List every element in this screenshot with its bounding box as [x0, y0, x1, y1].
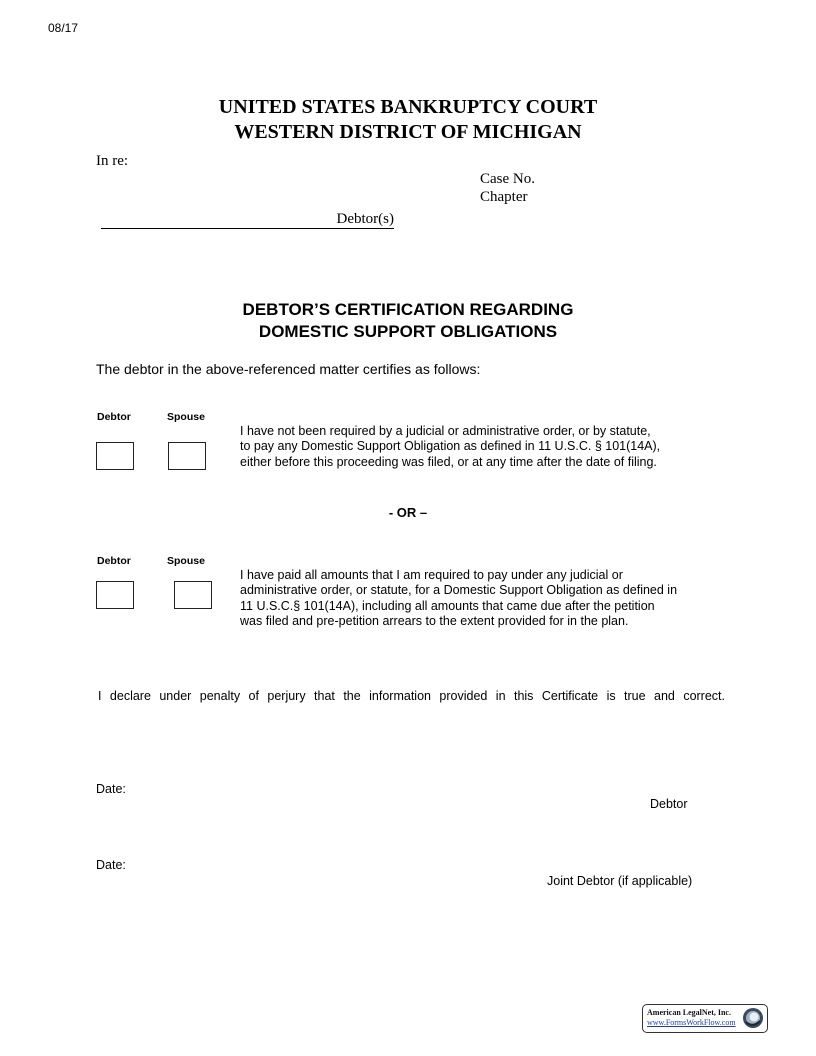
option1-line1: I have not been required by a judicial or administrative order, or by statute, [240, 424, 651, 438]
court-name-line1: UNITED STATES BANKRUPTCY COURT [218, 96, 598, 118]
option2-text [240, 568, 677, 629]
option2-line4: was filed and pre-petition arrears to the extent provided for in the plan. [240, 613, 629, 628]
globe-icon [742, 1007, 764, 1029]
form-title-line1: DEBTOR’S CERTIFICATION REGARDING [242, 300, 574, 319]
option2-line3: 11 U.S.C.§ 101(14A), including all amounts that came due after the petition [240, 598, 655, 613]
case-number-label: Case No. [480, 171, 535, 187]
form-revision-date: 08/17 [48, 21, 79, 35]
option1-line2: to pay any Domestic Support Obligation as defined in 11 U.S.C. § 101(14A), [240, 439, 661, 454]
option1-text [240, 424, 660, 470]
or-separator: - OR – [388, 505, 428, 520]
option1-debtor-checkbox[interactable] [96, 442, 134, 470]
in-re-label: In re: [96, 153, 129, 169]
debtor-column-label: Debtor [97, 411, 131, 423]
intro-statement: The debtor in the above-referenced matter certifies as follows: [96, 361, 481, 377]
perjury-declaration: I declare under penalty of perjury that the information provided in this Certificate is true and correct. [98, 689, 725, 703]
debtors-label: Debtor(s) [336, 211, 394, 227]
debtor-name-field[interactable] [101, 211, 394, 229]
chapter-label: Chapter [480, 189, 528, 205]
company-name: American LegalNet, Inc. [647, 1008, 731, 1017]
date-label-debtor: Date: [96, 782, 126, 796]
option2-debtor-checkbox[interactable] [96, 581, 134, 609]
option1-spouse-checkbox[interactable] [168, 442, 206, 470]
court-name-line2: WESTERN DISTRICT OF MICHIGAN [234, 121, 582, 143]
option2-line2: administrative order, or statute, for a Domestic Support Obligation as defined in [240, 583, 678, 598]
american-legalnet-logo [642, 1004, 768, 1033]
option1-line3: either before this proceeding was filed, or at any time after the date of filing. [240, 454, 657, 469]
signature-label-joint-debtor: Joint Debtor (if applicable) [547, 874, 693, 888]
date-label-joint-debtor: Date: [96, 858, 126, 872]
website-link[interactable]: www.FormsWorkFlow.com [647, 1018, 736, 1027]
spouse-column-label: Spouse [167, 555, 205, 567]
option2-spouse-checkbox[interactable] [174, 581, 212, 609]
spouse-column-label: Spouse [167, 411, 205, 423]
form-title-line2: DOMESTIC SUPPORT OBLIGATIONS [258, 322, 558, 341]
debtor-column-label: Debtor [97, 555, 131, 567]
option2-line1: I have paid all amounts that I am required to pay under any judicial or [240, 568, 623, 582]
signature-label-debtor: Debtor [650, 797, 688, 811]
